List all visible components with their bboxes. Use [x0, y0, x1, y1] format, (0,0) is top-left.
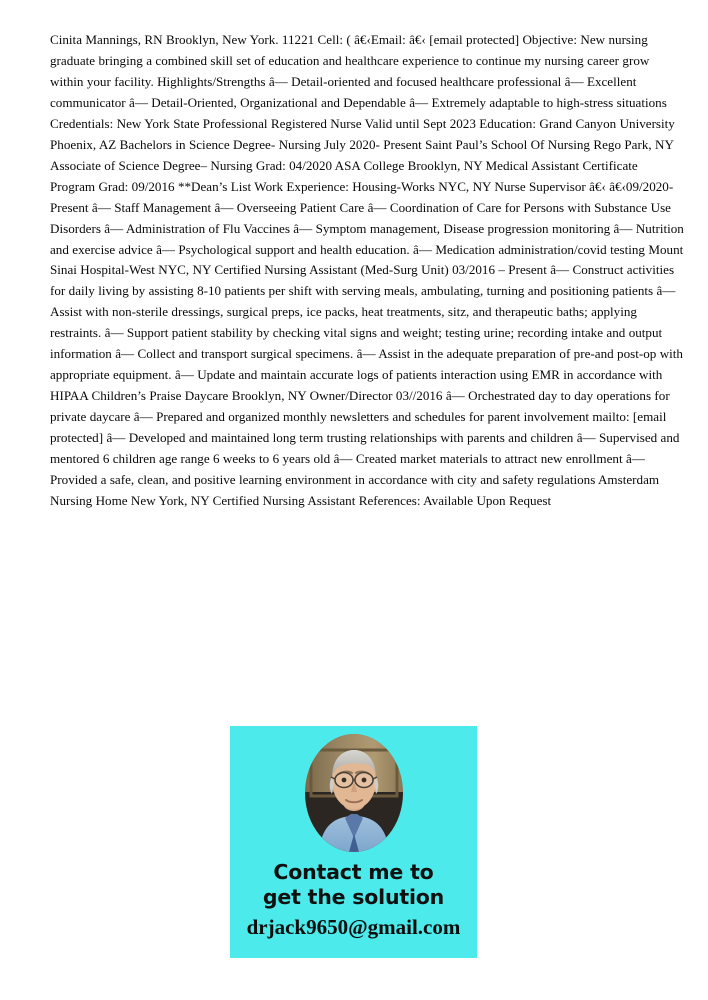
- contact-email[interactable]: drjack9650@gmail.com: [246, 915, 461, 939]
- contact-headline-line-1: Contact me to: [273, 860, 434, 884]
- resume-paragraph: Cinita Mannings, RN Brooklyn, New York. 11221 Cell: ( â€‹Email: â€‹ [email protected] Objective: New nursing graduate bringing a combined skill set of education and healthcare experience to continue my nursing career grow within your facility. Highlights/Strengths â— Detail-oriented and focused healthcare professional â— Excellent communicator â— Detail-Oriented, Organizational and Dependable â— Extremely adaptable to high-stress situations Credentials: New York State Professional Registered Nurse Valid until Sept 2023 Education: Grand Canyon University Phoenix, AZ Bachelors in Science Degree- Nursing July 2020- Present Saint Paul’s School Of Nursing Rego Park, NY Associate of Science Degree– Nursing Grad: 04/2020 ASA College Brooklyn, NY Medical Assistant Certificate Program Grad: 09/2016 **Dean’s List Work Experience: Housing-Works NYC, NY Nurse Supervisor â€‹ â€‹09/2020-Present â— Staff Management â— Overseeing Patient Care â— Coordination of Care for Persons with Substance Use Disorders â— Administration of Flu Vaccines â— Symptom management, Disease progression monitoring â— Nutrition and exercise advice â— Psychological support and health education. â— Medication administration/covid testing Mount Sinai Hospital-West NYC, NY Certified Nursing Assistant (Med-Surg Unit) 03/2016 – Present â— Construct activities for daily living by assisting 8-10 patients per shift with serving meals, ambulating, turning and positioning patients â— Assist with non-sterile dressings, surgical preps, ice packs, heat treatments, sitz, and therapeutic baths; applying restraints. â— Support patient stability by checking vital signs and weight; testing urine; recording intake and output information â— Collect and transport surgical specimens. â— Assist in the adequate preparation of pre-and post-op with appropriate equipment. â— Update and maintain accurate logs of patients interaction using EMR in accordance with HIPAA Children’s Praise Daycare Brooklyn, NY Owner/Director 03//2016 â— Orchestrated day to day operations for private daycare â— Prepared and organized monthly newsletters and schedules for parent involvement mailto: [email protected] â— Developed and maintained long term trusting relationships with parents and children â— Supervised and mentored 6 children age range 6 weeks to 6 years old â— Created market materials to attract new enrollment â— Provided a safe, clean, and positive learning environment in accordance with city and safety regulations Amsterdam Nursing Home New York, NY Certified Nursing Assistant References: Available Upon Request: [50, 32, 688, 508]
- portrait-photo-icon: [305, 734, 403, 852]
- resume-body-text: [50, 30, 686, 512]
- avatar: [305, 734, 403, 852]
- contact-headline: [263, 860, 444, 910]
- contact-headline-line-2: get the solution: [262, 885, 445, 909]
- contact-card[interactable]: [230, 726, 477, 958]
